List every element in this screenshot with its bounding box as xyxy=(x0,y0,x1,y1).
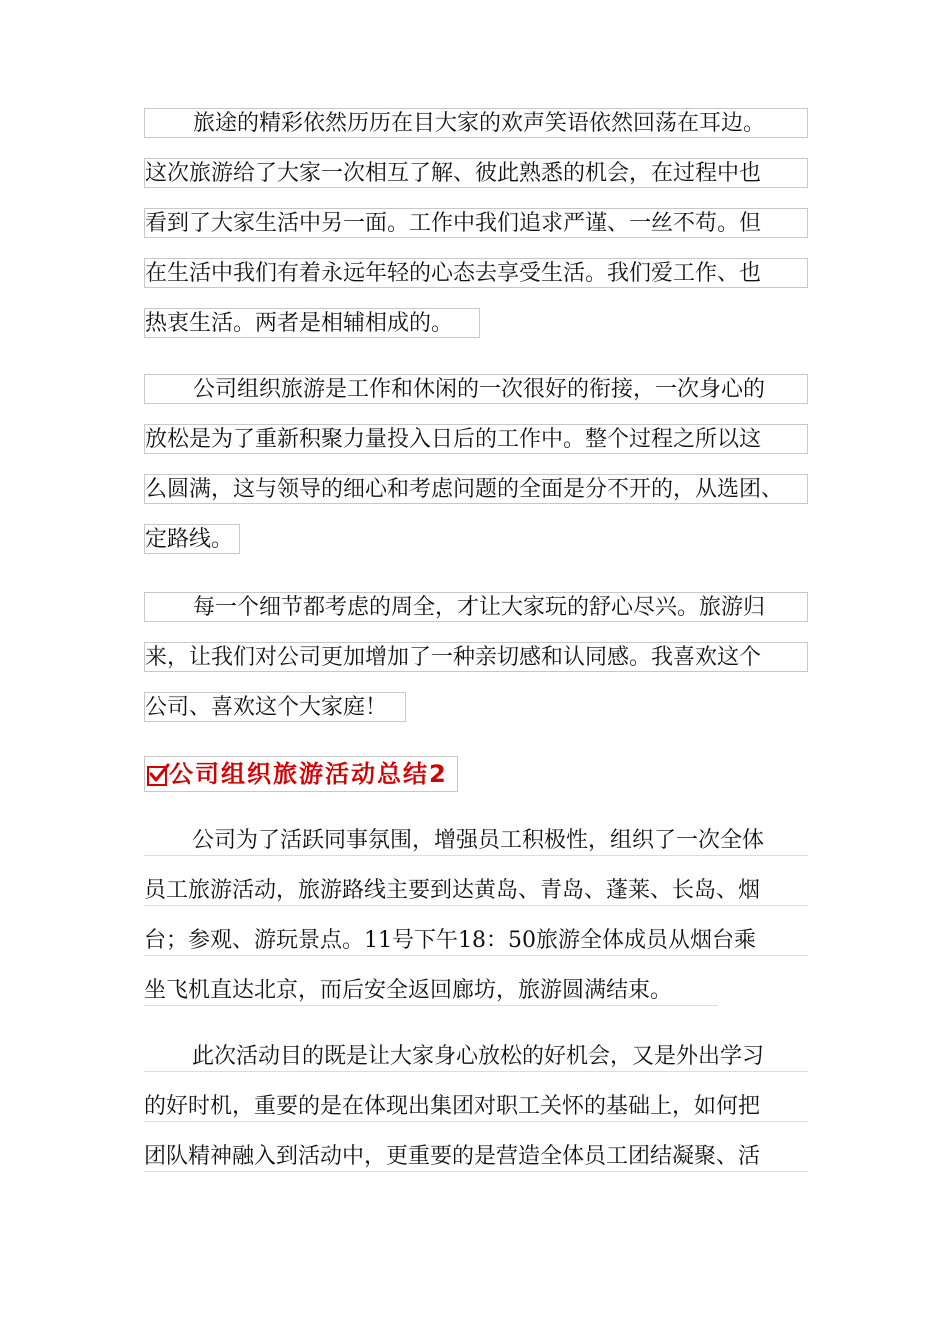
section-heading-text: 公司组织旅游活动总结2 xyxy=(169,760,448,788)
paragraph-5-line-2: 的好时机，重要的是在体现出集团对职工关怀的基础上，如何把 xyxy=(144,1092,808,1122)
paragraph-1-line-2: 这次旅游给了大家一次相互了解、彼此熟悉的机会，在过程中也 xyxy=(144,158,808,188)
paragraph-1-line-3: 看到了大家生活中另一面。工作中我们追求严谨、一丝不苟。但 xyxy=(144,208,808,238)
paragraph-3-line-1: 每一个细节都考虑的周全，才让大家玩的舒心尽兴。旅游归 xyxy=(144,592,808,622)
paragraph-4-line-3: 台；参观、游玩景点。11号下午18：50旅游全体成员从烟台乘 xyxy=(144,926,808,956)
paragraph-3-line-2: 来，让我们对公司更加增加了一种亲切感和认同感。我喜欢这个 xyxy=(144,642,808,672)
paragraph-2-line-3: 么圆满，这与领导的细心和考虑问题的全面是分不开的，从选团、 xyxy=(144,474,808,504)
paragraph-2-line-2: 放松是为了重新积聚力量投入日后的工作中。整个过程之所以这 xyxy=(144,424,808,454)
paragraph-3-line-3: 公司、喜欢这个大家庭！ xyxy=(144,692,406,722)
paragraph-5-line-1: 此次活动目的既是让大家身心放松的好机会，又是外出学习 xyxy=(144,1042,808,1072)
section-heading xyxy=(144,756,458,792)
paragraph-4-line-2: 员工旅游活动，旅游路线主要到达黄岛、青岛、蓬莱、长岛、烟 xyxy=(144,876,808,906)
paragraph-4-line-4: 坐飞机直达北京，而后安全返回廊坊，旅游圆满结束。 xyxy=(144,976,718,1006)
paragraph-2-line-1: 公司组织旅游是工作和休闲的一次很好的衔接，一次身心的 xyxy=(144,374,808,404)
paragraph-1-line-4: 在生活中我们有着永远年轻的心态去享受生活。我们爱工作、也 xyxy=(144,258,808,288)
paragraph-5-line-3: 团队精神融入到活动中，更重要的是营造全体员工团结凝聚、活 xyxy=(144,1142,808,1172)
paragraph-4-line-1: 公司为了活跃同事氛围，增强员工积极性，组织了一次全体 xyxy=(144,826,808,856)
paragraph-2-line-4: 定路线。 xyxy=(144,524,240,554)
paragraph-1-line-5: 热衷生活。两者是相辅相成的。 xyxy=(144,308,480,338)
checkbox-checked-icon xyxy=(147,766,167,786)
paragraph-1-line-1: 旅途的精彩依然历历在目大家的欢声笑语依然回荡在耳边。 xyxy=(144,108,808,138)
